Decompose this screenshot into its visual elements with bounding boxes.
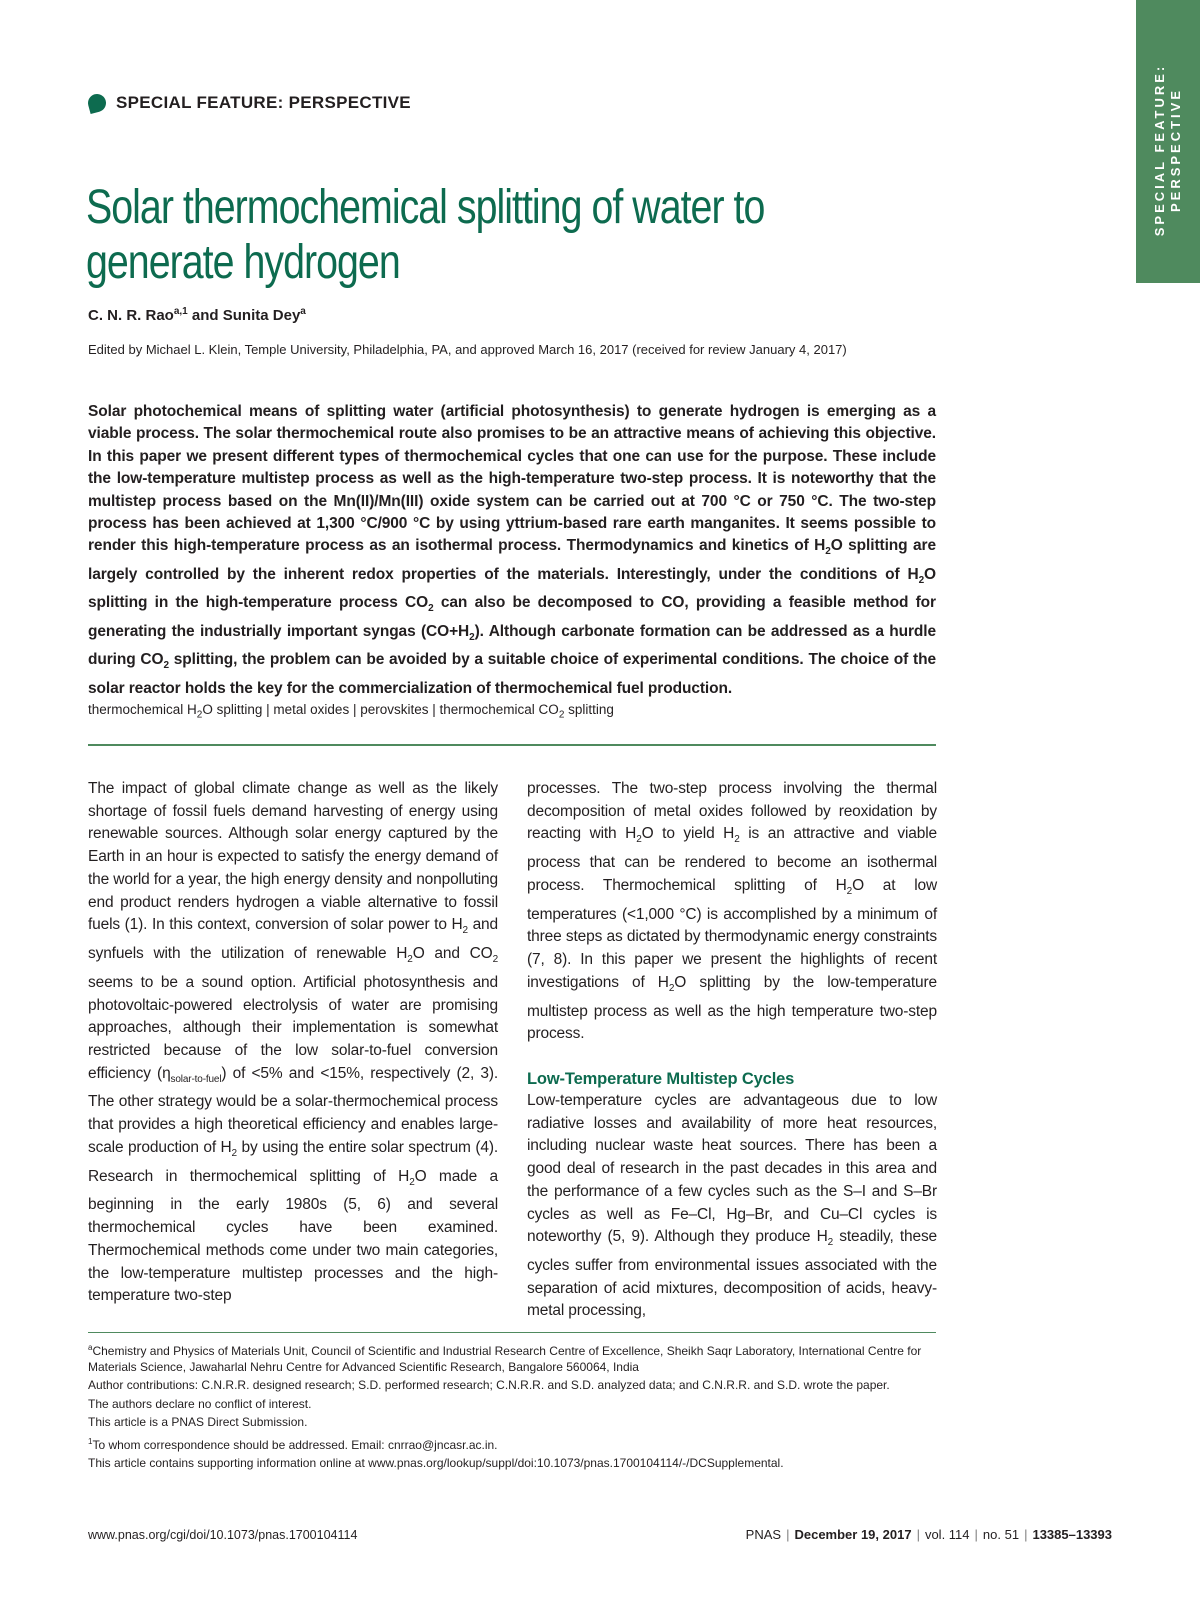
author-affil-sup: a xyxy=(300,306,306,317)
footnotes xyxy=(88,1340,936,1475)
footnote-contributions: Author contributions: C.N.R.R. designed research; S.D. performed research; C.N.R.R. and S.D. analyzed data; and C.N.R.R. and S.D. wrote the paper. xyxy=(88,1378,890,1392)
footnote-divider xyxy=(88,1332,936,1333)
body-paragraph: processes. The two-step process involving the thermal decomposition of metal oxides followed by reoxidation by reacting with $H_2O$ to yield $H_2$ is an attractive and viable process that can be rendered to become an isothermal process. Thermochemical splitting of $H_2O$ at low temperatures (<1,000 °C) is accomplished by a minimum of three steps as dictated by thermodynamic energy constraints (7, 8). In this paper we present the highlights of recent investigations of $H_2O$ splitting by the low-temperature multistep process as well as the high temperature two-step process. xyxy=(527,780,938,1043)
article-title: Solar thermochemical splitting of water to generate hydrogen xyxy=(86,181,765,289)
section-side-tab xyxy=(1136,0,1200,283)
footnote-correspondence: $^1$To whom correspondence should be addressed. Email: cnrrao@jncasr.ac.in. xyxy=(88,1436,498,1452)
author-list: C. N. R. Rao$^{a,1}$ and Sunita Dey$^a$ xyxy=(88,306,306,324)
body-column-left xyxy=(88,778,498,1308)
author-affil-sup: a,1 xyxy=(173,306,188,317)
issue-date: December 19, 2017 xyxy=(794,1527,912,1542)
journal-citation: PNAS | December 19, 2017 | vol. 114 | no. 51 | 13385–13393 xyxy=(745,1527,1112,1542)
side-tab-label: SPECIAL FEATURE: PERSPECTIVE xyxy=(1152,63,1183,237)
section-heading: Low-Temperature Multistep Cycles xyxy=(527,1070,795,1089)
footnote-supporting-info: This article contains supporting information online at www.pnas.org/lookup/suppl/doi:10.1073/pnas.1700104114/-/DCSupplemental. xyxy=(88,1456,784,1470)
page-range: 13385–13393 xyxy=(1032,1527,1112,1542)
volume: vol. 114 xyxy=(924,1527,970,1542)
footnote-affiliation: $^a$Chemistry and Physics of Materials Unit, Council of Scientific and Industrial Research Centre of Excellence, Sheikh Saqr Laboratory, International Centre for Materials Science, Jawaharlal Nehru Centre for Advanced Scientific Research, Bangalore 560064, India xyxy=(88,1343,922,1374)
abstract: Solar photochemical means of splitting water (artificial photosynthesis) to generate hydrogen is emerging as a viable process. The solar thermochemical route also promises to be an attractive means of achieving this objective. In this paper we present different types of thermochemical cycles that one can use for the purpose. These include the low-temperature multistep process as well as the high-temperature two-step process. It is noteworthy that the multistep process based on the Mn(II)/Mn(III) oxide system can be carried out at 700 °C or 750 °C. The two-step process has been achieved at 1,300 °C/900 °C by using yttrium-based rare earth manganites. It seems possible to render this high-temperature process as an isothermal process. Thermodynamics and kinetics of $H_2O$ splitting are largely controlled by the inherent redox properties of the materials. Interestingly, under the conditions of $H_2O$ splitting in the high-temperature process $CO_2$ can also be decomposed to CO, providing a feasible method for generating the industrially important syngas $(CO+H_2)$. Although carbonate formation can be addressed as a hurdle during $CO_2$ splitting, the problem can be avoided by a suitable choice of experimental conditions. The choice of the solar reactor holds the key for the commercialization of thermochemical fuel production. xyxy=(88,403,937,697)
body-paragraph: The impact of global climate change as well as the likely shortage of fossil fuels demand harvesting of energy using renewable sources. Although solar energy captured by the Earth in an hour is expected to satisfy the energy demand of the world for a year, the high energy density and nonpolluting end product renders hydrogen a viable alternative to fossil fuels (1). In this context, conversion of solar power to $H_2$ and synfuels with the utilization of renewable $H_2O$ and $CO_2$ seems to be a sound option. Artificial photosynthesis and photovoltaic-powered electrolysis of water are promising approaches, although their implementation is somewhat restricted because of the low solar-to-fuel conversion efficiency $(\eta_{solar-to-fuel})$ of <5% and <15%, respectively (2, 3). The other strategy would be a solar-thermochemical process that provides a high theoretical efficiency and enables large-scale production of $H_2$ by using the entire solar spectrum (4). Research in thermochemical splitting of $H_2O$ made a beginning in the early 1980s (5, 6) and several thermochemical cycles have been examined. Thermochemical methods come under two main categories, the low-temperature multistep processes and the high-temperature two-step xyxy=(88,780,498,1305)
author-name: Sunita Dey xyxy=(222,307,301,324)
body-column-right xyxy=(527,778,937,1323)
footnote-direct-submission: This article is a PNAS Direct Submission. xyxy=(88,1415,308,1429)
doi-url: www.pnas.org/cgi/doi/10.1073/pnas.1700104114 xyxy=(88,1528,358,1542)
edited-by-line: Edited by Michael L. Klein, Temple University, Philadelphia, PA, and approved March 16, 2017 (received for review January 4, 2017) xyxy=(88,342,847,357)
section-divider xyxy=(88,744,936,746)
footnote-conflict: The authors declare no conflict of interest. xyxy=(88,1396,312,1411)
issue-number: no. 51 xyxy=(982,1527,1020,1542)
body-paragraph: Low-temperature cycles are advantageous due to low radiative losses and availability of more heat resources, including nuclear waste heat sources. There has been a good deal of research in the past decades in this area and the performance of a few cycles such as the S–I and S–Br cycles as well as Fe–Cl, Hg–Br, and Cu–Cl cycles is noteworthy (5, 9). Although they produce $H_2$ steadily, these cycles suffer from environmental issues associated with the separation of acid mixtures, decomposition of acids, heavy-metal processing, xyxy=(527,1092,938,1320)
journal-name: PNAS xyxy=(745,1527,782,1542)
leaf-icon xyxy=(86,92,108,114)
keywords: thermochemical $H_2O$ splitting | metal oxides | perovskites | thermochemical $CO_2$ splitting xyxy=(88,702,614,721)
feature-label: SPECIAL FEATURE: PERSPECTIVE xyxy=(88,93,411,113)
author-name: C. N. R. Rao xyxy=(88,307,174,324)
